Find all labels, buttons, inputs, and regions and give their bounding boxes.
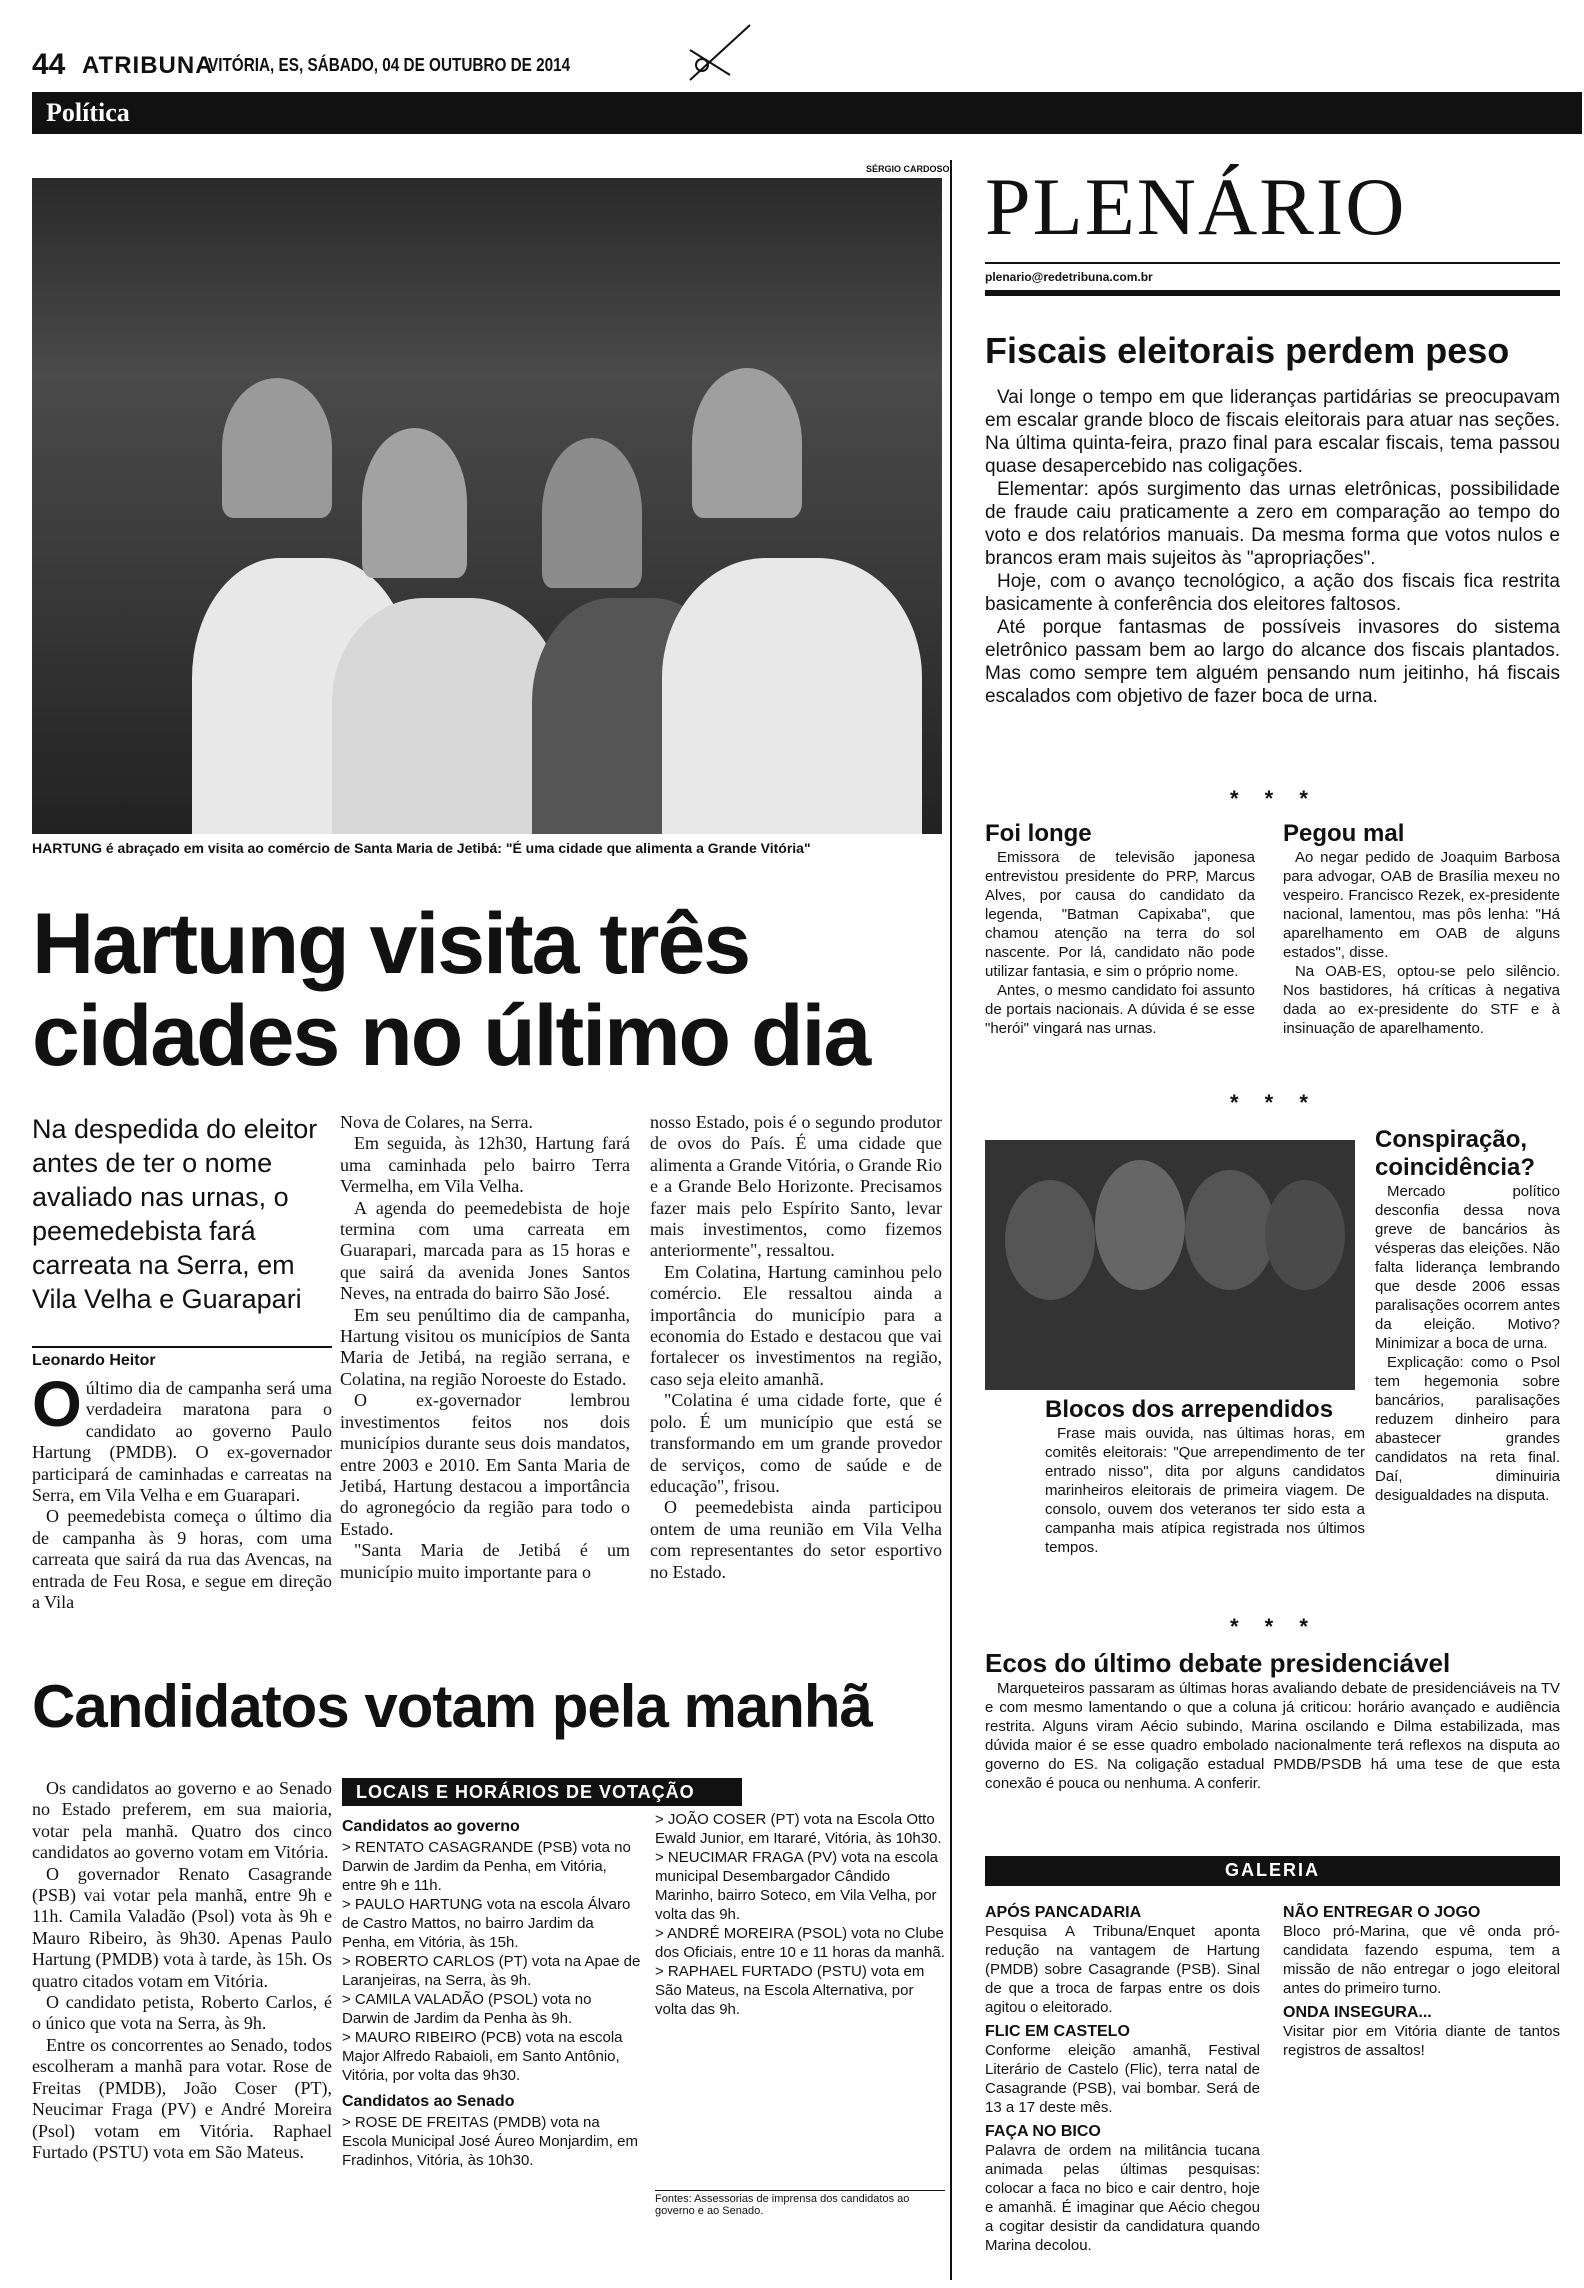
separator-stars: * * *	[1230, 1614, 1318, 1639]
person-head	[362, 428, 467, 578]
galeria-item-title: APÓS PANCADARIA	[985, 1904, 1142, 1921]
person-head	[542, 438, 642, 588]
paragraph: Nova de Colares, na Serra.	[340, 1112, 533, 1132]
galeria-item-title: FLIC EM CASTELO	[985, 2023, 1130, 2040]
paragraph: Na OAB-ES, optou-se pelo silêncio. Nos bastidores, há críticas à negativa dada ao ex-presidente do STF e à insinuação de aparelhamento.	[1283, 963, 1560, 1037]
paragraph: O peemedebista ainda participou ontem de uma reunião em Vila Velha com representantes do setor esportivo no Estado.	[650, 1497, 942, 1582]
voting-subtitle: Candidatos ao Senado	[342, 2093, 515, 2110]
photo-credit: SÉRGIO CARDOSO	[866, 164, 950, 174]
voting-entry: > RENTATO CASAGRANDE (PSB) vota no Darwin de Jardim da Penha, em Vitória, entre 9h e 11h.	[342, 1839, 631, 1894]
note-title: Conspiração, coincidência?	[1375, 1126, 1536, 1181]
column-title: PLENÁRIO	[985, 161, 1407, 252]
paragraph: O governador Renato Casagrande (PSB) vai votar pela manhã, entre 9h e 11h. Camila Valadão (Psol) vota às 9h e Mauro Ribeiro, às 9h30. Apenas Paulo Hartung (PMDB) vota à tarde, às 15h. Os quatro citados votam em Vitória.	[32, 1863, 332, 1991]
paragraph: Ao negar pedido de Joaquim Barbosa para advogar, OAB de Brasília mexeu no vespeiro. Francisco Rezek, ex-presidente nacional, lamentou, mas pôs lenha: "Há aparelhamento em OAB de alguns estados", disse.	[1283, 849, 1560, 961]
voting-box-col-2	[655, 1810, 945, 2019]
article-column-3	[650, 1112, 942, 1583]
paragraph: Hoje, com o avanço tecnológico, a ação dos fiscais fica restrita basicamente à conferência dos eleitores faltosos.	[985, 571, 1560, 615]
paragraph: Em Colatina, Hartung caminhou pelo comércio. Ele ressaltou ainda a importância do município para a economia do Estado e destacou que vai fortalecer os investimentos na região, caso seja eleito amanhã.	[650, 1261, 942, 1389]
publication-name: ATRIBUNA	[82, 52, 214, 79]
voting-entry: > ROBERTO CARLOS (PT) vota na Apae de Laranjeiras, na Serra, às 9h.	[342, 1953, 641, 1989]
galeria-title: GALERIA	[1225, 1860, 1320, 1880]
voting-subtitle: Candidatos ao governo	[342, 1818, 520, 1835]
galeria-bar	[985, 1856, 1560, 1886]
voting-entry: > ROSE DE FREITAS (PMDB) vota na Escola Municipal José Áureo Monjardim, em Fradinhos, Vitória, às 10h30.	[342, 2114, 638, 2169]
main-photo	[32, 178, 942, 834]
article-column	[32, 1778, 332, 2163]
section-bar	[32, 92, 1582, 134]
byline: Leonardo Heitor	[32, 1346, 332, 1370]
note-title: Blocos dos arrependidos	[1045, 1396, 1334, 1423]
sources-note: Fontes: Assessorias de imprensa dos candidatos ao governo e ao Senado.	[655, 2190, 945, 2217]
section-title: Política	[46, 98, 130, 127]
person-head	[222, 378, 332, 518]
article-column-2	[340, 1112, 630, 1583]
note-title: Foi longe	[985, 820, 1092, 847]
person-shirt	[332, 598, 562, 834]
note-title: Pegou mal	[1283, 820, 1405, 847]
photo-figure	[1005, 1180, 1095, 1300]
note-pegou-mal	[1283, 820, 1560, 1038]
voting-box-title	[342, 1778, 742, 1806]
note-body	[1375, 1182, 1560, 1505]
paragraph: O ex-governador lembrou investimentos feitos nos dois municípios durante seus dois mandatos, entre 2003 e 2010. Em Santa Maria de Jetibá, Hartung destacou a importância do agronegócio da região para todo o Estado.	[340, 1390, 630, 1539]
note-ecos	[985, 1648, 1560, 1793]
paragraph: "Santa Maria de Jetibá é um município muito importante para o	[340, 1540, 630, 1582]
paragraph: Mercado político desconfia dessa nova greve de bancários às vésperas das eleições. Não falta liderança lembrando que desde 2006 essas paralisações ocorrem antes da eleição. Motivo? Minimizar a boca de urna.	[1375, 1183, 1560, 1352]
person-head	[692, 368, 802, 518]
paragraph: último dia de campanha será uma verdadeira maratona para o candidato ao governo Paulo Hartung (PMDB). O ex-governador participará de caminhadas e carreatas na Serra, em Vila Velha e em Guarapari.	[32, 1378, 332, 1506]
page-header	[32, 48, 1582, 88]
person-shirt	[662, 558, 922, 834]
page-number: 44	[32, 48, 66, 81]
plenario-headline: Fiscais eleitorais perdem peso	[985, 330, 1510, 371]
galeria-item-title: FAÇA NO BICO	[985, 2123, 1101, 2140]
voting-entry: > MAURO RIBEIRO (PCB) vota na escola Major Alfredo Rabaioli, em Santo Antônio, Vitória, por volta das 9h30.	[342, 2029, 623, 2084]
article-headline: Hartung visita três cidades no último dia	[32, 896, 870, 1084]
photo-figure	[1095, 1160, 1185, 1290]
divider	[985, 290, 1560, 296]
galeria-item-text: Conforme eleição amanhã, Festival Literário de Castelo (Flic), terra natal de Casagrande (PSB), vai bombar. Será de 13 a 17 deste mês.	[985, 2042, 1260, 2116]
galeria-col-1	[985, 1898, 1260, 2255]
article-headline: Candidatos votam pela manhã	[32, 1673, 872, 1740]
voting-box-col-1	[342, 1810, 642, 2170]
photo-caption: HARTUNG é abraçado em visita ao comércio de Santa Maria de Jetibá: "É uma cidade que alimenta a Grande Vitória"	[32, 840, 811, 856]
galeria-item-title: ONDA INSEGURA...	[1283, 2004, 1432, 2021]
paragraph: A agenda do peemedebista de hoje termina com uma carreata em Guarapari, marcada para as 15 horas e que sairá da avenida Jones Santos Neves, na entrada do bairro São José.	[340, 1197, 630, 1304]
photo-figure	[1265, 1180, 1345, 1290]
note-foi-longe	[985, 820, 1255, 1038]
note-body	[985, 1679, 1560, 1793]
article-dek: Na despedida do eleitor antes de ter o nome avaliado nas urnas, o peemedebista fará carreata na Serra, em Vila Velha e Guarapari	[32, 1114, 318, 1314]
paragraph: O peemedebista começa o último dia de campanha às 9 horas, com uma carreata que sairá da rua das Avencas, na entrada de Feu Rosa, e segue em direção a Vila	[32, 1506, 332, 1613]
paragraph: Frase mais ouvida, nas últimas horas, em comitês eleitorais: "Que arrependimento de ter entrado nisso", dita por alguns candidatos marinheiros eleitorais de primeira viagem. De consolo, ouvem dos veteranos ter sido esta a campanha mais atípica registrada nos últimos tempos.	[1045, 1425, 1365, 1556]
note-conspiracao	[1375, 1126, 1560, 1505]
galeria-item-text: Visitar pior em Vitória diante de tantos registros de assaltos!	[1283, 2023, 1560, 2059]
paragraph: Vai longe o tempo em que lideranças partidárias se preocupavam em escalar grande bloco de fiscais eleitorais para atuar nas seções. Na última quinta-feira, prazo final para escalar fiscais, tema passou quase desapercebido nas coligações.	[985, 387, 1560, 477]
paragraph: Antes, o mesmo candidato foi assunto de portais nacionais. A dúvida é se esse "herói" vingará nas urnas.	[985, 982, 1255, 1037]
drop-cap: O	[32, 1368, 82, 1440]
scissors-mark-icon	[680, 20, 760, 90]
galeria-item-title: NÃO ENTREGAR O JOGO	[1283, 1904, 1481, 1921]
paragraph: Explicação: como o Psol tem hegemonia sobre bancários, paralisações reduzem dinheiro para abastecer grandes candidatos na reta final. Daí, diminuiria desigualdades na disputa.	[1375, 1354, 1560, 1504]
galeria-item-text: Bloco pró-Marina, que vê onda pró-candidata fazendo espuma, tem a missão de não entregar o jogo eleitoral antes do primeiro turno.	[1283, 1923, 1560, 1997]
column-email: plenario@redetribuna.com.br	[985, 270, 1153, 284]
photo-figure	[1185, 1170, 1275, 1290]
paragraph: Até porque fantasmas de possíveis invasores do sistema eletrônico passam bem ao largo do alcance dos fiscais plantados. Mas como sempre tem alguém pensando num jeitinho, há fiscais escalados com objetivo de fazer boca de urna.	[985, 617, 1560, 707]
galeria-item-text: Palavra de ordem na militância tucana animada pelas últimas pesquisas: colocar a faca no bico e cair dentro, hoje e amanhã. É imaginar que Aécio chegou a cogitar desistir da candidatura quando Marina decolou.	[985, 2142, 1260, 2254]
voting-entry: > NEUCIMAR FRAGA (PV) vota na escola municipal Desembargador Cândido Marinho, bairro Soteco, em Vila Velha, por volta das 9h.	[655, 1849, 939, 1923]
voting-entry: > JOÃO COSER (PT) vota na Escola Otto Ewald Junior, em Itararé, Vitória, às 10h30.	[655, 1811, 942, 1847]
note-body	[1283, 848, 1560, 1038]
paragraph: Marqueteiros passaram as últimas horas avaliando debate de presidenciáveis na TV e com mesmo lamentando o que a coluna já criticou: horário avançado e audiência restrita. Alguns viram Aécio subindo, Marina oscilando e Dilma estabilizada, mas dúvida maior é se esse quadro embolado nacionalmente terá reflexos na disputa ao governo do ES. Na coligação estadual PMDB/PSDB há uma tese de que esta conexão é pouca ou nenhuma. A conferir.	[985, 1680, 1560, 1792]
note-body	[985, 848, 1255, 1038]
separator-stars: * * *	[1230, 786, 1318, 811]
paragraph: Em seguida, às 12h30, Hartung fará uma caminhada pelo bairro Terra Vermelha, em Vila Velha.	[340, 1133, 630, 1197]
plenario-main-text	[985, 386, 1560, 708]
paragraph: Emissora de televisão japonesa entrevistou presidente do PRP, Marcus Alves, por causa do candidato da legenda, "Batman Capixaba", que chamou atenção na terra do sol nascente. Por lá, candidato não pode utilizar fantasia, e sim o próprio nome.	[985, 849, 1255, 980]
column-divider	[950, 160, 952, 2280]
paragraph: O candidato petista, Roberto Carlos, é o único que vota na Serra, às 9h.	[32, 1992, 332, 2034]
issue-date: VITÓRIA, ES, SÁBADO, 04 DE OUTUBRO DE 2014	[208, 55, 571, 75]
voting-entry: > PAULO HARTUNG vota na escola Álvaro de Castro Mattos, no bairro Jardim da Penha, em Vitória, às 15h.	[342, 1896, 631, 1951]
note-blocos	[1045, 1396, 1365, 1557]
voting-box-title-text: LOCAIS E HORÁRIOS DE VOTAÇÃO	[356, 1782, 695, 1802]
divider	[985, 262, 1560, 264]
galeria-item-text: Pesquisa A Tribuna/Enquet aponta redução na vantagem de Hartung (PMDB) sobre Casagrande (PSB). Sinal de que a troca de farpas entre os dois agitou o eleitorado.	[985, 1923, 1260, 2016]
paragraph: Elementar: após surgimento das urnas eletrônicas, possibilidade de fraude caiu praticamente a zero em comparação ao tempo do voto e dos relatórios manuais. Da mesma forma que votos nulos e brancos eram mais sujeitos às "apropriações".	[985, 479, 1560, 569]
paragraph: Entre os concorrentes ao Senado, todos escolheram a manhã para votar. Rose de Freitas (PMDB), João Coser (PT), Neucimar Fraga (PV) e André Moreira (Psol) votam em Vitória. Raphael Furtado (PSTU) vota em São Mateus.	[32, 2034, 332, 2162]
paragraph: "Colatina é uma cidade forte, que é polo. É um município que está se transformando em um grande provedor de serviços, como de saúde e de educação", frisou.	[650, 1390, 942, 1496]
bank-photo	[985, 1140, 1355, 1390]
separator-stars: * * *	[1230, 1090, 1318, 1115]
note-title: Ecos do último debate presidenciável	[985, 1648, 1451, 1678]
paragraph: Em seu penúltimo dia de campanha, Hartung visitou os municípios de Santa Maria de Jetibá, na região serrana, e Colatina, na região Noroeste do Estado.	[340, 1304, 630, 1389]
voting-entry: > ANDRÉ MOREIRA (PSOL) vota no Clube dos Oficiais, entre 10 e 11 horas da manhã.	[655, 1925, 945, 1961]
note-body	[1045, 1424, 1365, 1557]
paragraph: Os candidatos ao governo e ao Senado no Estado preferem, em sua maioria, votar pela manhã. Quatro dos cinco candidatos ao governo votam em Vitória.	[32, 1778, 332, 1863]
voting-entry: > RAPHAEL FURTADO (PSTU) vota em São Mateus, na Escola Alternativa, por volta das 9h.	[655, 1963, 925, 2018]
article-column-1	[32, 1368, 332, 1613]
voting-entry: > CAMILA VALADÃO (PSOL) vota no Darwin de Jardim da Penha às 9h.	[342, 1991, 592, 2027]
paragraph: nosso Estado, pois é o segundo produtor de ovos do País. É uma cidade que alimenta a Grande Vitória, o Grande Rio e a Grande Belo Horizonte. Precisamos fazer mais pelo Espírito Santo, levar mais investimentos, como fizemos anteriormente", ressaltou.	[650, 1112, 942, 1261]
galeria-col-2	[1283, 1898, 1560, 2060]
